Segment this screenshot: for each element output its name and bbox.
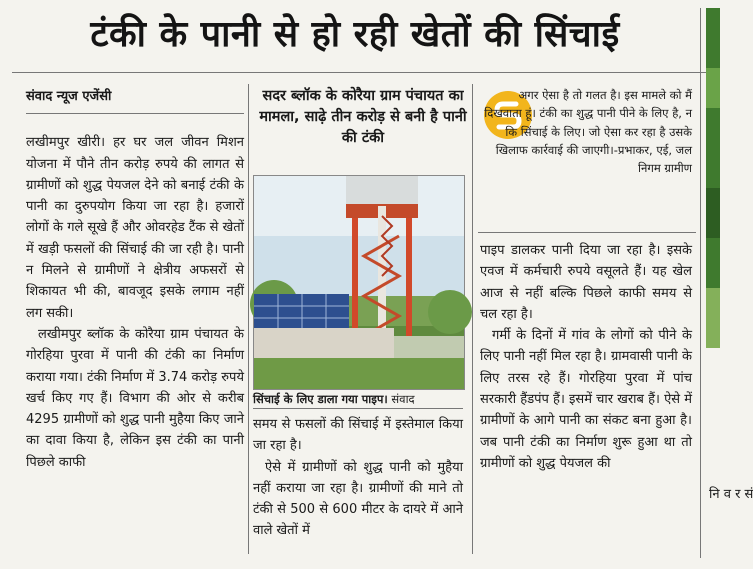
caption-credit: संवाद [391, 392, 415, 406]
headline: टंकी के पानी से हो रही खेतों की सिंचाई [90, 14, 620, 55]
water-tank-photo-graphic [254, 176, 464, 389]
byline: संवाद न्यूज एजेंसी [26, 89, 112, 104]
photo-caption [253, 390, 463, 408]
col1-paragraph-2: लखीमपुर ब्लॉक के कोरैया ग्राम पंचायत के गोरहिया पुरवा में पानी की टंकी का निर्माण कराया गया। टंकी निर्माण में 3.74 करोड़ रुपये खर्च किए गए हैं। विभाग की ओर से करीब 4295 ग्रामीणों को शुद्ध पानी मुहैया किए जाने का दावा किया है, लेकिन इस टंकी का पानी पिछले काफी [26, 326, 244, 470]
page-edge-divider [700, 8, 701, 558]
water-tank-photo [253, 175, 465, 390]
headline-rule [12, 72, 708, 73]
adjacent-photo-edge [706, 8, 720, 348]
col2-paragraph-1: समय से फसलों की सिंचाई में इस्तेमाल किया जा रहा है। [253, 417, 463, 454]
col3-paragraph-2: गर्मी के दिनों में गांव के लोगों को पीने के लिए पानी नहीं मिल रहा है। ग्रामवासी पानी के लिए तरस रहे हैं। गोरहिया पुरवा में पांच सरकारी हैंडपंप हैं। इसमें चार खराब हैं। ऐसे में ग्रामीणों के आगे पानी का संकट बना हुआ है। जब पानी टंकी का निर्माण शुरू हुआ था तो ग्रामीणों को शुद्ध पेयजल की [480, 328, 692, 471]
column-3 [480, 240, 692, 474]
col2-paragraph-2: ऐसे में ग्रामीणों को शुद्ध पानी को मुहैया नहीं कराया जा रहा है। ग्रामीणों की माने तो टंकी से 500 से 600 मीटर के दायरे में आने वाले खेतों में [253, 459, 463, 539]
subhead: सदर ब्लॉक के कोरैया ग्राम पंचायत का मामला, साढ़े तीन करोड़ से बनी है पानी की टंकी [259, 88, 467, 146]
col3-paragraph-1: पाइप डालकर पानी दिया जा रहा है। इसके एवज में कर्मचारी रुपये वसूलते हैं। यह खेल आज से नहीं बल्कि पिछले काफी समय से चल रहा है। [480, 243, 692, 322]
column-2 [253, 414, 463, 542]
caption-rule [253, 408, 463, 409]
col1-paragraph-1: लखीमपुर खीरी। हर घर जल जीवन मिशन योजना में पौने तीन करोड़ रुपये की लागत से ग्रामीणों को शुद्ध पेयजल देने को बनाई टंकी के पानी का दुरुपयोग किया जा रहा है। हजारों लोगों के गले सूखे हैं और ओवरहेड टैंक से खेतों में खड़ी फसलों की सिंचाई की जा रही है। पानी न मिलने से ग्रामीणों ने क्षेत्रीय अफसरों से शिकायत भी की, बावजूद इसके लगाम नहीं लग सकी। [26, 135, 244, 321]
adjacent-column-text: नि व र सं [709, 487, 753, 502]
byline-rule [26, 113, 244, 114]
column-1 [26, 86, 244, 473]
caption-text: सिंचाई के लिए डाला गया पाइप। [253, 392, 388, 406]
column-divider-2 [472, 84, 473, 554]
column-divider-1 [248, 84, 249, 554]
official-quote: अगर ऐसा है तो गलत है। इस मामले को मैं दिखवाता हूं। टंकी का शुद्ध पानी पीने के लिए है, न कि सिंचाई के लिए। जो ऐसा कर रहा है उसके खिलाफ कार्रवाई की जाएगी।-प्रभाकर, एई, जल निगम ग्रामीण [484, 88, 692, 176]
quote-rule [478, 232, 696, 233]
